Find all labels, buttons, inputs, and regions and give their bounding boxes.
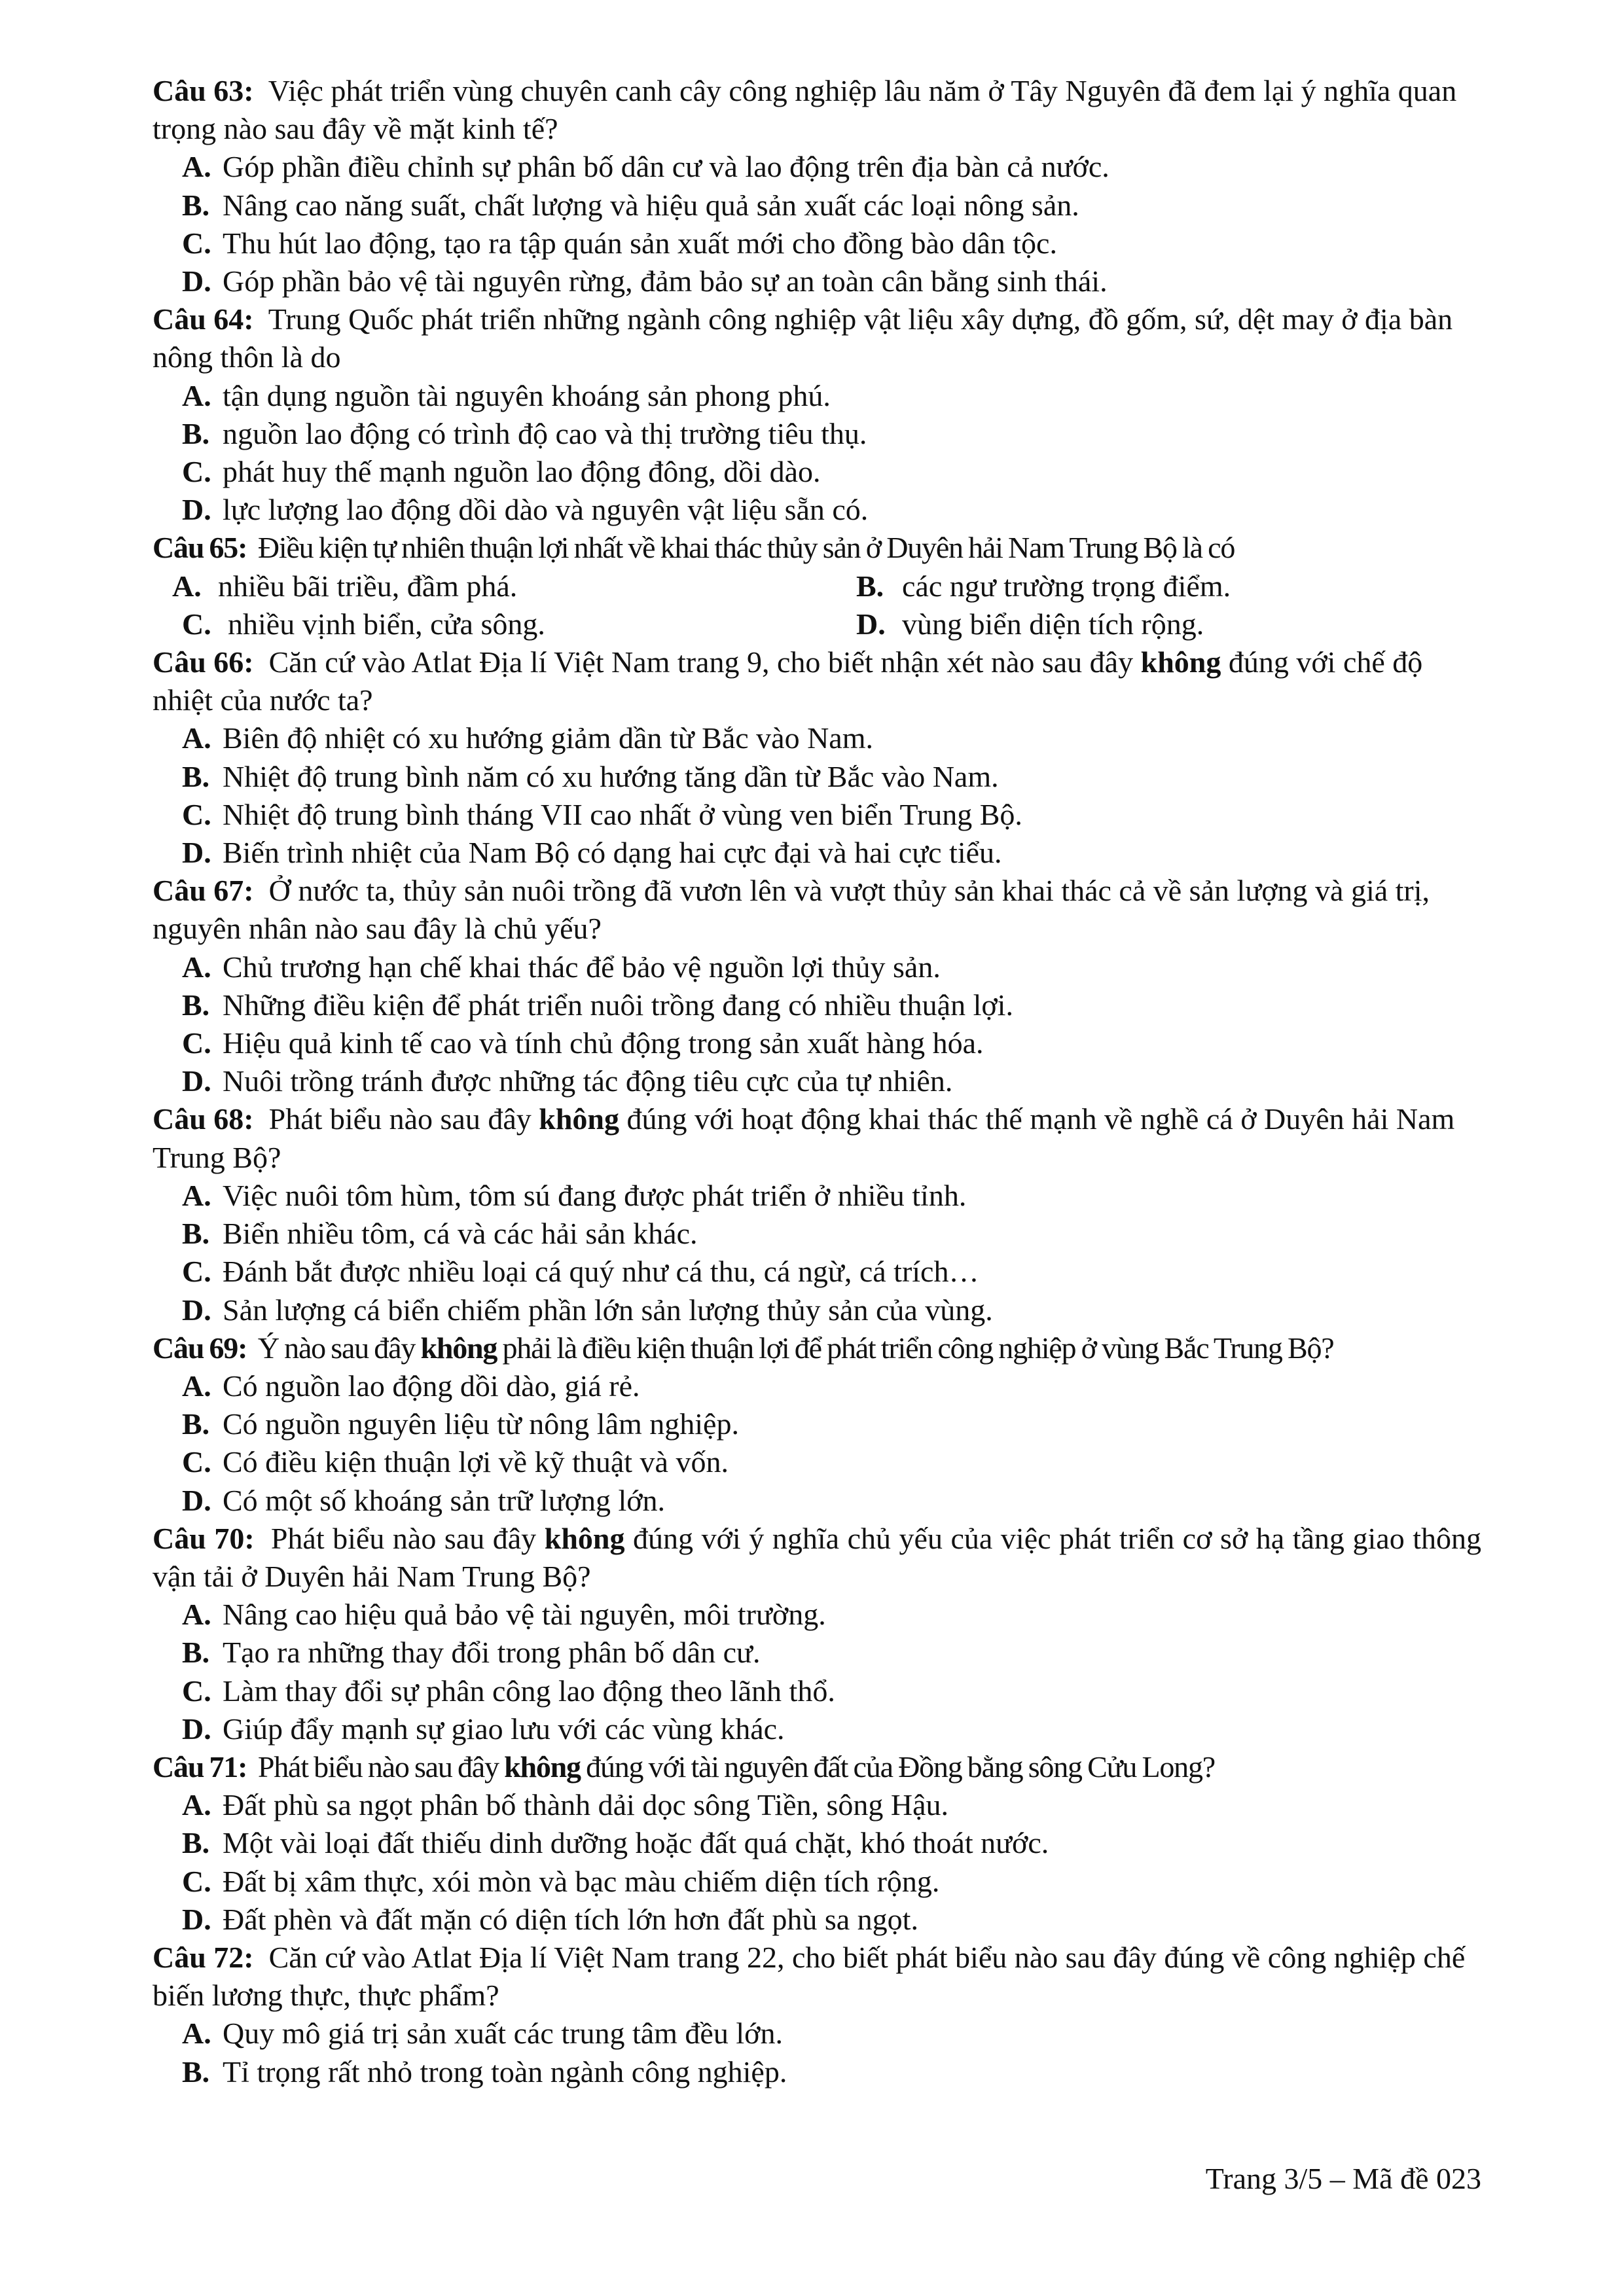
option-letter: A. [182, 378, 211, 412]
option-letter: A. [182, 150, 211, 184]
option-text: các ngư trường trọng điểm. [902, 569, 1231, 603]
option-text: Nhiệt độ trung bình năm có xu hướng tăng dần từ Bắc vào Nam. [223, 759, 999, 793]
option-letter: B. [182, 188, 210, 222]
question-text: Căn cứ vào Atlat Địa lí Việt Nam trang 22, cho biết phát biểu nào sau đây đúng về công nghiệp chế biến lương thực, thực phẩm? [153, 1940, 1466, 2013]
option-text: Đất phèn và đất mặn có diện tích lớn hơn đất phù sa ngọt. [223, 1902, 918, 1936]
option-text: Biến trình nhiệt của Nam Bộ có dạng hai cực đại và hai cực tiểu. [223, 836, 1002, 870]
option-letter: A. [182, 1178, 211, 1212]
option-text: Nâng cao hiệu quả bảo vệ tài nguyên, môi trường. [223, 1598, 826, 1632]
option-b [153, 187, 1481, 224]
question-text: Ở nước ta, thủy sản nuôi trồng đã vươn lên và vượt thủy sản khai thác cả về sản lượng và giá trị, nguyên nhân nào sau đây là chủ yếu? [153, 874, 1430, 946]
question-text: Điều kiện tự nhiên thuận lợi nhất về khai thác thủy sản ở Duyên hải Nam Trung Bộ là có [257, 531, 1235, 565]
option-letter: B. [182, 1636, 210, 1670]
option-letter: A. [182, 1369, 211, 1403]
option-letter: A. [172, 569, 202, 603]
option-text: Thu hút lao động, tạo ra tập quán sản xuất mới cho đồng bào dân tộc. [223, 226, 1057, 260]
question-list [153, 72, 1481, 2091]
option-letter: B. [182, 759, 210, 793]
option-text: Nuôi trồng tránh được những tác động tiêu cực của tự nhiên. [223, 1064, 953, 1098]
option-letter: C. [182, 607, 211, 641]
option-text: Sản lượng cá biển chiếm phần lớn sản lượng thủy sản của vùng. [223, 1293, 993, 1327]
option-text: Đất phù sa ngọt phân bố thành dải dọc sông Tiền, sông Hậu. [223, 1788, 949, 1822]
option-d [153, 1062, 1481, 1100]
question-text-before: Phát biểu nào sau đây [268, 1102, 532, 1136]
option-letter: A. [182, 950, 211, 984]
option-a [153, 377, 1481, 415]
option-text: vùng biển diện tích rộng. [902, 607, 1204, 641]
question-text-before: Căn cứ vào Atlat Địa lí Việt Nam trang 9, cho biết nhận xét nào sau đây [268, 645, 1134, 679]
question-63 [153, 72, 1481, 300]
option-letter: D. [856, 607, 886, 641]
option-letter: A. [182, 721, 211, 755]
question-66 [153, 643, 1481, 872]
question-number: Câu 69: [153, 1331, 247, 1365]
option-a [153, 1786, 1481, 1824]
option-b [153, 758, 1481, 796]
option-text: phát huy thế mạnh nguồn lao động đông, dồi dào. [223, 455, 821, 489]
option-text: Một vài loại đất thiếu dinh dưỡng hoặc đất quá chặt, khó thoát nước. [223, 1826, 1049, 1860]
option-letter: B. [182, 2054, 210, 2089]
option-letter: B. [182, 988, 210, 1022]
option-letter: D. [182, 1712, 211, 1746]
question-text-after: đúng với ý nghĩa chủ yếu của việc phát triển cơ sở hạ tầng giao thông vận tải ở Duyên hải Nam Trung Bộ? [153, 1521, 1482, 1593]
option-letter: D. [182, 1064, 211, 1098]
option-a [172, 567, 856, 605]
option-c [153, 1863, 1481, 1901]
option-text: lực lượng lao động dồi dào và nguyên vật liệu sẵn có. [223, 493, 869, 527]
option-d [856, 605, 1501, 643]
option-text: Tỉ trọng rất nhỏ trong toàn ngành công nghiệp. [223, 2054, 787, 2089]
option-text: Biên độ nhiệt có xu hướng giảm dần từ Bắc vào Nam. [223, 721, 873, 755]
option-letter: C. [182, 226, 211, 260]
option-letter: C. [182, 1674, 211, 1708]
question-keyword: không [544, 1521, 625, 1555]
option-text: Hiệu quả kinh tế cao và tính chủ động trong sản xuất hàng hóa. [223, 1026, 984, 1060]
option-text: Có điều kiện thuận lợi về kỹ thuật và vốn. [223, 1445, 729, 1479]
question-keyword: không [504, 1749, 581, 1784]
option-letter: B. [182, 1217, 210, 1251]
option-b [153, 986, 1481, 1024]
question-text-after: đúng với tài nguyên đất của Đồng bằng sông Cửu Long? [586, 1749, 1215, 1784]
option-b [153, 1405, 1481, 1443]
question-68 [153, 1100, 1481, 1329]
option-c [153, 224, 1481, 262]
option-letter: B. [856, 569, 884, 603]
option-letter: C. [182, 1445, 211, 1479]
question-72 [153, 1939, 1481, 2091]
question-number: Câu 64: [153, 302, 254, 336]
question-number: Câu 63: [153, 74, 254, 107]
question-number: Câu 70: [153, 1521, 255, 1555]
option-b [153, 1215, 1481, 1253]
option-letter: A. [182, 2017, 211, 2051]
question-keyword: không [1140, 645, 1221, 679]
question-64 [153, 300, 1481, 529]
option-text: Làm thay đổi sự phân công lao động theo lãnh thổ. [223, 1674, 835, 1708]
option-letter: B. [182, 1826, 210, 1860]
question-text: Trung Quốc phát triển những ngành công nghiệp vật liệu xây dựng, đồ gốm, sứ, dệt may ở địa bàn nông thôn là do [153, 302, 1453, 374]
question-number: Câu 65: [153, 531, 247, 565]
question-text-after: phải là điều kiện thuận lợi để phát triển công nghiệp ở vùng Bắc Trung Bộ? [502, 1331, 1334, 1365]
option-a [153, 148, 1481, 186]
question-text-after: đúng với hoạt động khai thác thế mạnh về nghề cá ở Duyên hải Nam Trung Bộ? [153, 1102, 1455, 1174]
option-text: nguồn lao động có trình độ cao và thị trường tiêu thụ. [223, 416, 867, 450]
question-text-before: Ý nào sau đây [257, 1331, 416, 1365]
option-letter: C. [182, 455, 211, 489]
option-c [153, 796, 1481, 834]
option-c [153, 1253, 1481, 1291]
option-a [153, 719, 1481, 757]
option-text: nhiều vịnh biển, cửa sông. [228, 607, 545, 641]
option-text: Giúp đẩy mạnh sự giao lưu với các vùng khác. [223, 1712, 785, 1746]
option-letter: C. [182, 1255, 211, 1289]
option-text: Những điều kiện để phát triển nuôi trồng đang có nhiều thuận lợi. [223, 988, 1013, 1022]
option-text: Tạo ra những thay đổi trong phân bố dân cư. [223, 1636, 761, 1670]
option-d [153, 1482, 1481, 1520]
option-text: Chủ trương hạn chế khai thác để bảo vệ nguồn lợi thủy sản. [223, 950, 941, 984]
option-text: Việc nuôi tôm hùm, tôm sú đang được phát triển ở nhiều tỉnh. [223, 1178, 967, 1212]
question-keyword: không [539, 1102, 620, 1136]
option-letter: D. [182, 264, 211, 298]
option-b [856, 567, 1501, 605]
question-text-before: Phát biểu nào sau đây [270, 1521, 537, 1555]
option-text: Góp phần bảo vệ tài nguyên rừng, đảm bảo sự an toàn cân bằng sinh thái. [223, 264, 1108, 298]
option-d [153, 491, 1481, 529]
question-67 [153, 872, 1481, 1100]
option-letter: B. [182, 1407, 210, 1441]
question-70 [153, 1520, 1481, 1748]
option-letter: D. [182, 1293, 211, 1327]
option-a [153, 948, 1481, 986]
question-number: Câu 68: [153, 1102, 254, 1136]
options-grid [153, 567, 1481, 643]
option-a [153, 2015, 1481, 2053]
option-b [153, 2053, 1481, 2091]
question-69 [153, 1329, 1481, 1520]
option-c [153, 1024, 1481, 1062]
option-text: Biển nhiều tôm, cá và các hải sản khác. [223, 1217, 698, 1251]
option-text: Có một số khoáng sản trữ lượng lớn. [223, 1483, 666, 1517]
option-letter: C. [182, 797, 211, 831]
option-b [153, 1824, 1481, 1862]
option-text: Nhiệt độ trung bình tháng VII cao nhất ở vùng ven biển Trung Bộ. [223, 797, 1022, 831]
option-d [153, 1291, 1481, 1329]
option-text: Đánh bắt được nhiều loại cá quý như cá thu, cá ngừ, cá trích… [223, 1255, 979, 1289]
option-text: Quy mô giá trị sản xuất các trung tâm đều lớn. [223, 2017, 783, 2051]
option-letter: D. [182, 1902, 211, 1936]
option-letter: D. [182, 1483, 211, 1517]
question-number: Câu 72: [153, 1940, 254, 1974]
question-71 [153, 1748, 1481, 1939]
option-d [153, 262, 1481, 300]
option-c [153, 453, 1481, 491]
option-c [153, 1443, 1481, 1481]
question-65 [153, 529, 1481, 643]
question-number: Câu 67: [153, 874, 254, 908]
page-footer: Trang 3/5 – Mã đề 023 [1205, 2162, 1481, 2195]
option-text: tận dụng nguồn tài nguyên khoáng sản phong phú. [223, 378, 831, 412]
option-b [153, 415, 1481, 453]
option-text: Có nguồn nguyên liệu từ nông lâm nghiệp. [223, 1407, 739, 1441]
option-text: nhiều bãi triều, đầm phá. [218, 569, 518, 603]
option-c [172, 605, 856, 643]
option-a [153, 1367, 1481, 1405]
option-letter: C. [182, 1026, 211, 1060]
question-keyword: không [420, 1331, 497, 1365]
option-text: Nâng cao năng suất, chất lượng và hiệu quả sản xuất các loại nông sản. [223, 188, 1079, 222]
option-text: Góp phần điều chỉnh sự phân bố dân cư và lao động trên địa bàn cả nước. [223, 150, 1110, 184]
option-text: Có nguồn lao động dồi dào, giá rẻ. [223, 1369, 640, 1403]
option-letter: C. [182, 1864, 211, 1898]
option-a [153, 1177, 1481, 1215]
question-text: Việc phát triển vùng chuyên canh cây công nghiệp lâu năm ở Tây Nguyên đã đem lại ý nghĩa quan trọng nào sau đây về mặt kinh tế? [153, 74, 1457, 146]
question-number: Câu 71: [153, 1749, 247, 1784]
option-c [153, 1672, 1481, 1710]
option-letter: D. [182, 493, 211, 527]
option-d [153, 834, 1481, 872]
option-letter: D. [182, 836, 211, 870]
question-number: Câu 66: [153, 645, 254, 679]
option-text: Đất bị xâm thực, xói mòn và bạc màu chiếm diện tích rộng. [223, 1864, 940, 1898]
option-letter: A. [182, 1788, 211, 1822]
question-text-before: Phát biểu nào sau đây [257, 1749, 499, 1784]
question-text-after: đúng với chế độ nhiệt của nước ta? [153, 645, 1423, 717]
option-letter: A. [182, 1598, 211, 1632]
option-a [153, 1596, 1481, 1634]
option-d [153, 1901, 1481, 1939]
option-b [153, 1634, 1481, 1672]
option-d [153, 1710, 1481, 1748]
option-letter: B. [182, 416, 210, 450]
